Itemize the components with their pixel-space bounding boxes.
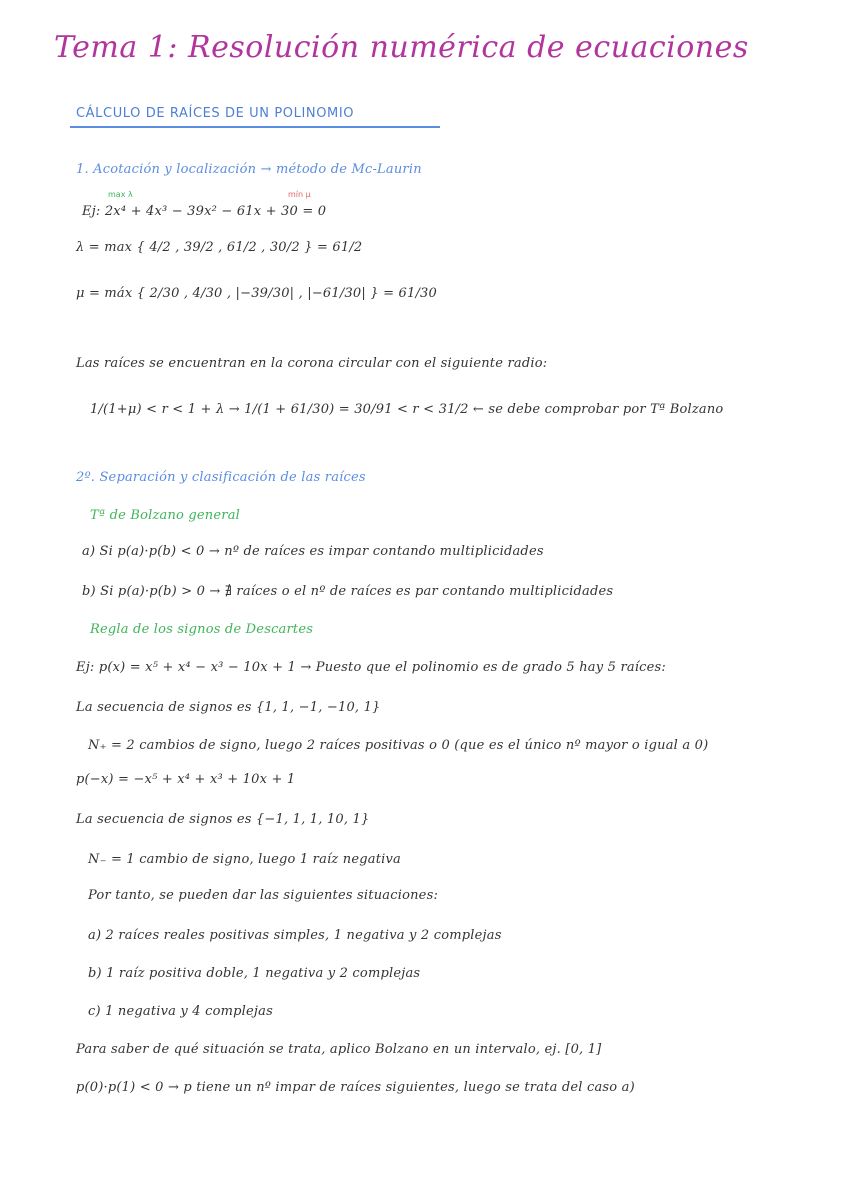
- annotation-max: max λ: [108, 190, 133, 199]
- example1-equation: Ej: 2x⁴ + 4x³ − 39x² − 61x + 30 = 0: [82, 204, 327, 219]
- p-minus-x: p(−x) = −x⁵ + x⁴ + x³ + 10x + 1: [76, 772, 296, 787]
- radius-inequality: 1/(1+μ) < r < 1 + λ → 1/(1 + 61/30) = 30/91 < r < 31/2 ← se debe comprobar por Tª Bolzano: [90, 402, 724, 417]
- page-title: Tema 1: Resolución numérica de ecuaciones: [54, 30, 749, 65]
- negative-sign-changes: N₋ = 1 cambio de signo, luego 1 raíz negativa: [88, 852, 401, 867]
- annotation-min: mín μ: [288, 190, 311, 199]
- sign-sequence-1: La secuencia de signos es {1, 1, −1, −10, 1}: [76, 700, 381, 715]
- section1-heading: 1. Acotación y localización → método de Mc-Laurin: [76, 162, 422, 177]
- conclusion: p(0)·p(1) < 0 → p tiene un nº impar de raíces siguientes, luego se trata del caso a): [76, 1080, 635, 1095]
- section2-heading: 2º. Separación y clasificación de las raíces: [76, 470, 366, 485]
- subtitle-underline: [70, 126, 440, 128]
- descartes-heading: Regla de los signos de Descartes: [90, 622, 314, 637]
- bolzano-case-a: a) Si p(a)·p(b) < 0 → nº de raíces es impar contando multiplicidades: [82, 544, 544, 559]
- sign-sequence-2: La secuencia de signos es {−1, 1, 1, 10, 1}: [76, 812, 370, 827]
- lambda-formula: λ = max { 4/2 , 39/2 , 61/2 , 30/2 } = 61/2: [76, 240, 363, 255]
- positive-sign-changes: N₊ = 2 cambios de signo, luego 2 raíces positivas o 0 (que es el único nº mayor o igual a 0): [88, 738, 709, 753]
- roots-ring-text: Las raíces se encuentran en la corona circular con el siguiente radio:: [76, 356, 548, 371]
- section-subtitle: CÁLCULO DE RAÍCES DE UN POLINOMIO: [76, 106, 355, 121]
- situations-intro: Por tanto, se pueden dar las siguientes situaciones:: [88, 888, 439, 903]
- bolzano-case-b: b) Si p(a)·p(b) > 0 → ∄ raíces o el nº de raíces es par contando multiplicidades: [82, 584, 614, 599]
- bolzano-application: Para saber de qué situación se trata, aplico Bolzano en un intervalo, ej. [0, 1]: [76, 1042, 602, 1057]
- bolzano-heading: Tª de Bolzano general: [90, 508, 240, 523]
- situation-b: b) 1 raíz positiva doble, 1 negativa y 2 complejas: [88, 966, 421, 981]
- example2-equation: Ej: p(x) = x⁵ + x⁴ − x³ − 10x + 1 → Puesto que el polinomio es de grado 5 hay 5 raíces:: [76, 660, 666, 675]
- situation-a: a) 2 raíces reales positivas simples, 1 negativa y 2 complejas: [88, 928, 502, 943]
- situation-c: c) 1 negativa y 4 complejas: [88, 1004, 273, 1019]
- mu-formula: μ = máx { 2/30 , 4/30 , |−39/30| , |−61/30| } = 61/30: [76, 286, 437, 301]
